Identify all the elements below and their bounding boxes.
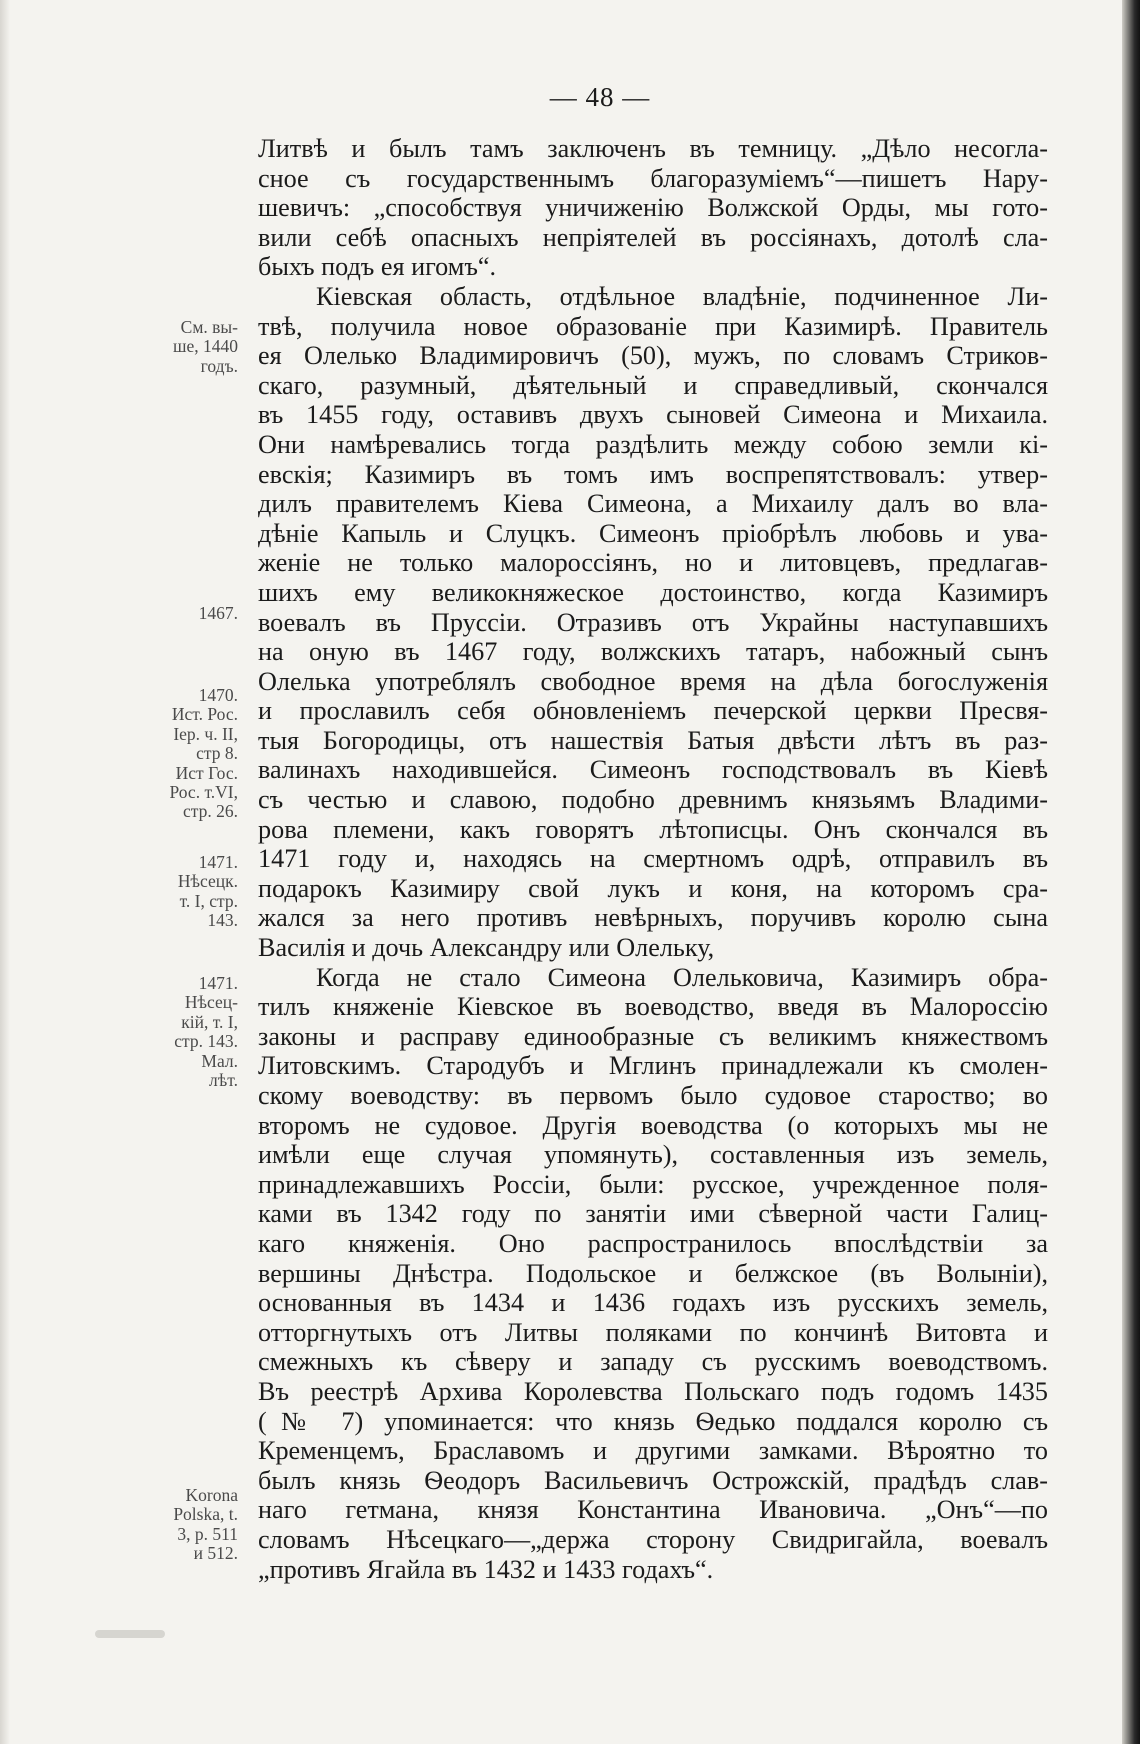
text-line: женіе не только малороссіянъ, но и литовцевъ, предлагав-	[258, 548, 1048, 578]
text-line: (№ 7) упоминается: что князь Ѳедько поддался королю съ	[258, 1406, 1048, 1436]
text-line: тыя Богородицы, отъ нашествія Батыя двѣсти лѣтъ въ раз-	[258, 725, 1048, 755]
margin-note	[130, 1486, 238, 1564]
margin-note-line: стр. 26.	[182, 801, 238, 822]
margin-note	[130, 318, 238, 376]
scan-edge-right	[1122, 0, 1140, 1744]
text-line: валинахъ находившейся. Симеонъ господствовалъ въ Кіевѣ	[258, 755, 1048, 785]
text-line: законы и расправу единообразные съ великимъ княжествомъ	[258, 1021, 1048, 1051]
text-line: сное съ государственнымъ благоразуміемъ“—пишетъ Нару-	[258, 163, 1048, 193]
text-line: Литвѣ и былъ тамъ заключенъ въ темницу. „Дѣло несогла-	[258, 134, 1048, 163]
margin-note-line: годъ.	[200, 355, 238, 376]
text-line: Они намѣревались тогда раздѣлить между собою земли кі-	[258, 429, 1048, 459]
margin-note-line: стр. 143.	[174, 1031, 238, 1052]
text-line: Олелька употреблялъ свободное время на дѣла богослуженія	[258, 666, 1048, 696]
text-line: принадлежавшихъ Россіи, были: русское, учрежденное поля-	[258, 1169, 1048, 1199]
text-line: дилъ правителемъ Кіева Симеона, а Михаилу далъ во вла-	[258, 489, 1048, 519]
text-line: въ 1455 году, оставивъ двухъ сыновей Симеона и Михаила.	[258, 400, 1048, 430]
text-line: каго княженія. Оно распространилось впослѣдствіи за	[258, 1228, 1048, 1258]
paragraph	[258, 134, 1048, 282]
margin-note-line: 143.	[207, 910, 238, 931]
text-line: „противъ Ягайла въ 1432 и 1433 годахъ“.	[258, 1554, 714, 1584]
text-line: имѣли еще случая упомянуть), составленныя изъ земель,	[258, 1140, 1048, 1170]
text-line: шихъ ему великокняжеское достоинство, когда Казимиръ	[258, 577, 1048, 607]
text-line: былъ князь Ѳеодоръ Васильевичъ Острожскій, прадѣдъ слав-	[258, 1465, 1048, 1495]
margin-note-line: и 512.	[193, 1543, 238, 1564]
text-line: Кіевская область, отдѣльное владѣніе, подчиненное Ли-	[316, 281, 1048, 311]
text-line: скому воеводству: въ первомъ было судовое староство; во	[258, 1081, 1048, 1110]
scan-edge-left	[0, 0, 10, 1744]
text-line: рова племени, какъ говорятъ лѣтописцы. Онъ скончался въ	[258, 814, 1048, 844]
text-line: вершины Днѣстра. Подольское и белжское (въ Волыніи),	[258, 1258, 1048, 1288]
margin-note-line: кій, т. I,	[181, 1011, 238, 1032]
margin-note-line: Нѣсецк.	[177, 871, 238, 892]
scan-smudge	[95, 1630, 165, 1638]
text-line: Василія и дочь Александру или Олельку,	[258, 933, 715, 963]
margin-note-line: 1467.	[198, 603, 238, 623]
text-line: 1471 году и, находясь на смертномъ одрѣ, отправилъ въ	[258, 844, 1048, 874]
text-line: скаго, разумный, дѣятельный и справедливый, скончался	[258, 370, 1048, 400]
margin-note-line: 1471.	[198, 973, 238, 993]
margin-note-line: Ист. Рос.	[171, 704, 238, 725]
margin-note-line: 1470.	[198, 685, 238, 705]
text-line: основанныя въ 1434 и 1436 годахъ изъ русскихъ земель,	[258, 1288, 1048, 1318]
text-line: подарокъ Казимиру свой лукъ и коня, на которомъ сра-	[258, 873, 1048, 903]
margin-note-line: Korona	[185, 1485, 238, 1505]
margin-note	[130, 686, 238, 822]
text-line: и прославилъ себя обновленіемъ печерской церкви Пресвя-	[258, 696, 1048, 726]
margin-note	[130, 604, 238, 623]
text-line: ея Олелько Владимировичъ (50), мужъ, по словамъ Стриков-	[258, 341, 1048, 371]
text-line: вили себѣ опасныхъ непріятелей въ россіянахъ, дотолѣ сла-	[258, 222, 1048, 252]
margin-note-line: Рос. т.VI,	[169, 782, 238, 803]
text-line: твѣ, получила новое образованіе при Казимирѣ. Правитель	[258, 311, 1048, 341]
text-line: жался за него противъ невѣрныхъ, поручивъ королю сына	[258, 903, 1048, 933]
text-line: Въ реестрѣ Архива Королевства Польскаго подъ годомъ 1435	[258, 1376, 1048, 1406]
margin-note-line: Іер. ч. II,	[173, 723, 238, 744]
margin-note-line: Мал.	[201, 1050, 238, 1071]
text-line: отторгнутыхъ отъ Литвы поляками по кончинѣ Витовта и	[258, 1317, 1048, 1347]
text-line: на оную въ 1467 году, волжскихъ татаръ, набожный сынъ	[258, 637, 1048, 667]
text-line: шевичъ: „способствуя уничиженію Волжской Орды, мы гото-	[258, 193, 1048, 223]
text-line: дѣніе Капыль и Слуцкъ. Симеонъ пріобрѣлъ любовь и ува-	[258, 518, 1048, 548]
paragraph	[258, 963, 1048, 1584]
margin-note-line: См. вы-	[180, 317, 238, 337]
text-line: тилъ княженіе Кіевское въ воеводство, введя въ Малороссію	[258, 992, 1048, 1022]
text-line: словамъ Нѣсецкаго—„держа сторону Свидригайла, воевалъ	[258, 1524, 1048, 1554]
text-line: смежныхъ къ сѣверу и западу съ русскимъ воеводствомъ.	[258, 1347, 1048, 1377]
margin-note-line: Polska, t.	[173, 1504, 238, 1525]
margin-note-line: стр 8.	[196, 743, 238, 764]
main-text	[258, 134, 1048, 1584]
text-line: быхъ подъ ея игомъ“.	[258, 252, 497, 282]
margin-note-line: лѣт.	[209, 1070, 238, 1091]
text-line: наго гетмана, князя Константина Ивановича. „Онъ“—по	[258, 1495, 1048, 1525]
margin-note	[130, 853, 238, 931]
margin-note-line: 1471.	[198, 852, 238, 872]
text-line: воевалъ въ Пруссіи. Отразивъ отъ Украйны наступавшихъ	[258, 607, 1048, 637]
text-line: Литовскимъ. Стародубъ и Мглинъ принадлежали къ смолен-	[258, 1051, 1048, 1081]
margin-note-line: Ист Гос.	[175, 762, 238, 783]
page-number: — 48 —	[549, 82, 651, 112]
text-line: Когда не стало Симеона Олельковича, Казимиръ обра-	[316, 962, 1048, 992]
paragraph	[258, 282, 1048, 963]
margin-note-line: т. I, стр.	[179, 890, 238, 911]
margin-note-line: Нѣсец-	[184, 992, 238, 1013]
text-line: евскія; Казимиръ въ томъ имъ воспрепятствовалъ: утвер-	[258, 459, 1048, 489]
text-line: ками въ 1342 году по занятіи ими сѣверной части Галиц-	[258, 1199, 1048, 1229]
text-line: второмъ не судовое. Другія воеводства (о которыхъ мы не	[258, 1110, 1048, 1140]
text-line: Кременцемъ, Браславомъ и другими замками. Вѣроятно то	[258, 1436, 1048, 1466]
margin-note	[130, 974, 238, 1090]
margin-note-line: ше, 1440	[173, 336, 238, 357]
text-line: съ честью и славою, подобно древнимъ князьямъ Владими-	[258, 785, 1048, 815]
margin-note-line: 3, p. 511	[177, 1523, 238, 1544]
